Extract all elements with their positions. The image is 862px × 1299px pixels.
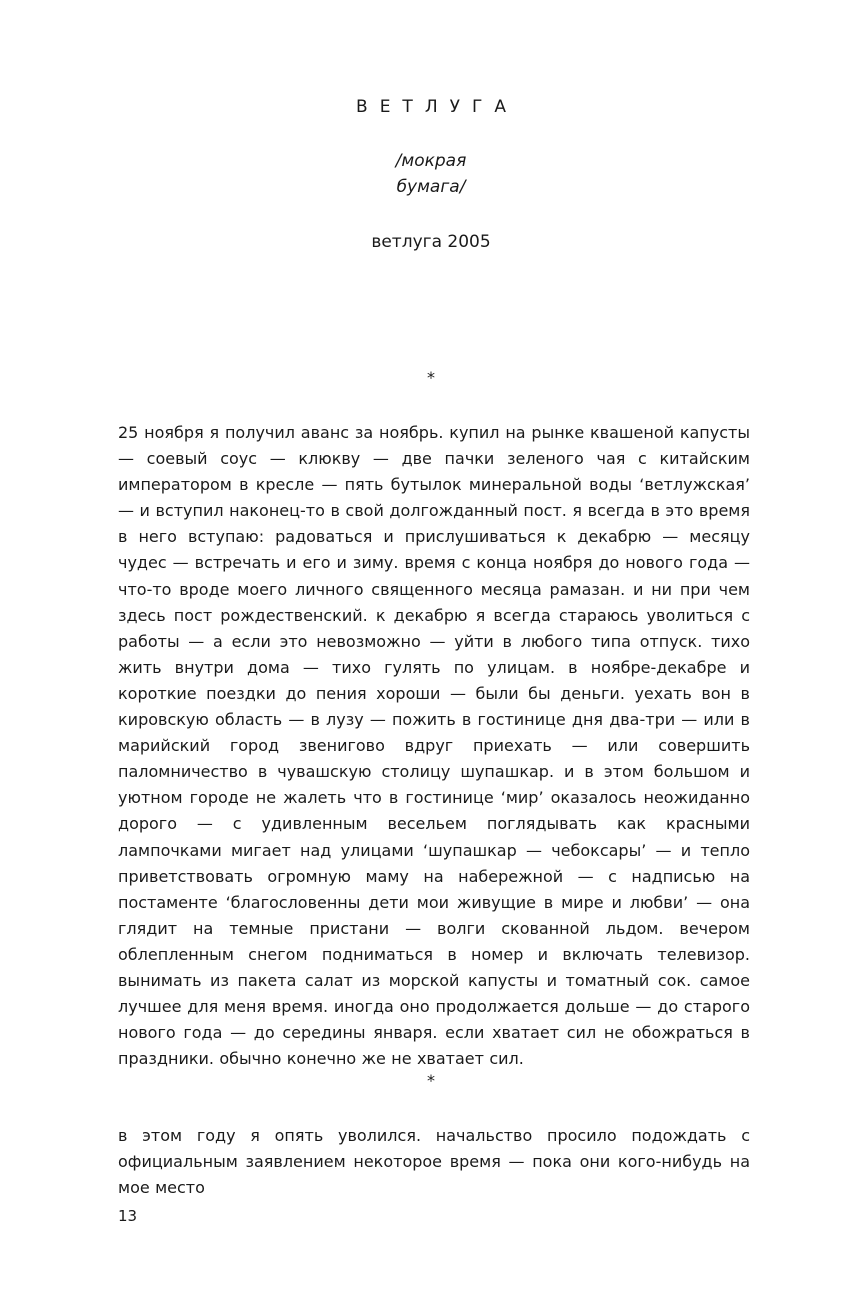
page-number: 13 bbox=[118, 1207, 138, 1225]
subtitle-line-2: бумага/ bbox=[396, 177, 466, 197]
section-divider-star: * bbox=[427, 368, 435, 387]
body-paragraph: в этом году я опять уволился. начальство просило подождать с официальным заявлением некоторое время — пока они кого-нибудь на мое место bbox=[118, 1126, 750, 1198]
subtitle-line-1: /мокрая bbox=[395, 151, 467, 171]
section-divider-star: * bbox=[427, 1071, 435, 1090]
body-paragraph: 25 ноября я получил аванс за ноябрь. купил на рынке квашеной капусты — соевый соус — клюкву — две пачки зеленого чая с китайским императором в кресле — пять бутылок минеральной воды ‘ветлужская’ — и вступил наконец-то в свой долгожданный пост. я всегда в это время в него вступаю: радоваться и прислушиваться к декабрю — месяцу чудес — встречать и его и зиму. время с конца ноября до нового года — что-то вроде моего личного священного месяца рамазан. и ни при чем здесь пост рождественский. к декабрю я всегда стараюсь уволиться с работы — а если это невозможно — уйти в любого типа отпуск. тихо жить внутри дома — тихо гулять по улицам. в ноябре-декабре и короткие поездки до пения хороши — были бы деньги. уехать вон в кировскую область — в лузу — пожить в гостинице дня два-три — или в марийский город звенигово вдруг приехать — или совершить паломничество в чувашскую столицу шупашкар. и в этом большом и уютном городе не жалеть что в гостинице ‘мир’ оказалось неожиданно дорого — с удивленным весельем поглядывать как красными лампочками мигает над улицами ‘шупашкар — чебоксары’ — и тепло приветствовать огромную маму на набережной — с надписью на постаменте ‘благословенны дети мои живущие в мире и любви’ — она глядит на темные пристани — волги скованной льдом. вечером облепленным снегом подниматься в номер и включать телевизор. вынимать из пакета салат из морской капусты и томатный сок. самое лучшее для меня время. иногда оно продолжается дольше — до старого нового года — до середины января. если хватает сил не обожраться в праздники. обычно конечно же не хватает сил. bbox=[118, 423, 750, 1069]
place-date: ветлуга 2005 bbox=[371, 232, 491, 252]
page-title: ВЕТЛУГА bbox=[356, 97, 518, 117]
subtitle bbox=[0, 148, 862, 200]
